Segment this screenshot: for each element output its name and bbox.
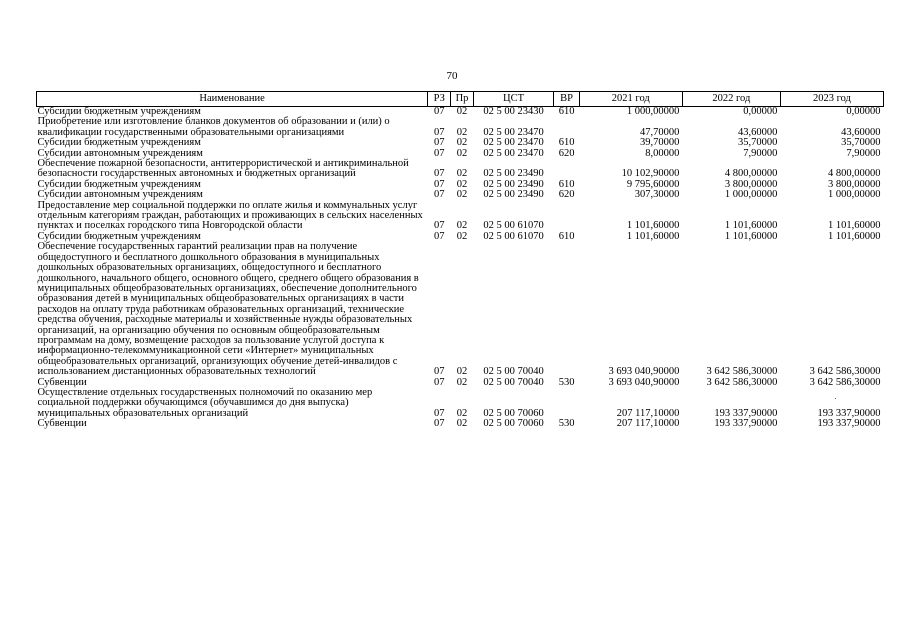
cell-vr xyxy=(554,201,579,232)
cell-pr: 02 xyxy=(456,418,468,430)
cell-rz: 07 xyxy=(434,230,445,242)
cell-2021: 1 101,60000 xyxy=(626,220,680,232)
cell-cst: 02 5 00 70060 xyxy=(483,418,544,430)
cell-pr: 02 xyxy=(456,126,468,138)
table-row xyxy=(37,419,884,429)
col-header-pr: Пр xyxy=(451,92,473,107)
cell-2022: 35,70000 xyxy=(737,137,778,149)
cell-cst: 02 5 00 70040 xyxy=(483,376,544,388)
cell-vr: 620 xyxy=(558,147,575,159)
cell-rz: 07 xyxy=(434,366,445,378)
cell-vr: 610 xyxy=(558,106,575,117)
col-header-name: Наименование xyxy=(37,92,428,107)
budget-table xyxy=(36,91,884,430)
cell-cst: 02 5 00 70060 xyxy=(483,407,544,419)
cell-2022: 3 800,00000 xyxy=(724,178,778,190)
cell-vr xyxy=(554,388,579,419)
cell-name: Субсидии бюджетным учреждениям xyxy=(37,137,201,149)
cell-2021: 10 102,90000 xyxy=(621,168,680,180)
cell-2022: 4 800,00000 xyxy=(724,168,778,180)
cell-rz: 07 xyxy=(434,376,445,388)
cell-2023: 3 642 586,30000 xyxy=(809,366,881,378)
col-header-2022: 2022 год xyxy=(682,92,780,107)
cell-vr xyxy=(554,159,579,180)
cell-2023: 193 337,90000 xyxy=(817,418,881,430)
table-row xyxy=(37,159,884,180)
cell-rz: 07 xyxy=(434,137,445,149)
cell-2021: 8,00000 xyxy=(645,147,680,159)
cell-pr: 02 xyxy=(456,376,468,388)
cell-vr xyxy=(554,117,579,138)
cell-2022: 43,60000 xyxy=(737,126,778,138)
cell-2022: 0,00000 xyxy=(743,106,778,117)
cell-pr: 02 xyxy=(456,178,468,190)
cell-2022: 1 000,00000 xyxy=(724,189,778,201)
cell-cst: 02 5 00 61070 xyxy=(483,230,544,242)
cell-rz: 07 xyxy=(434,126,445,138)
cell-rz: 07 xyxy=(434,168,445,180)
cell-name: Субвенции xyxy=(37,376,87,388)
cell-pr: 02 xyxy=(456,407,468,419)
cell-vr: 530 xyxy=(558,418,575,430)
cell-cst: 02 5 00 23430 xyxy=(483,106,544,117)
cell-rz: 07 xyxy=(434,220,445,232)
cell-2023: 3 800,00000 xyxy=(828,178,881,190)
cell-2022: 7,90000 xyxy=(743,147,778,159)
cell-2023: 35,70000 xyxy=(841,137,881,149)
col-header-vr: ВР xyxy=(554,92,579,107)
cell-2022: 193 337,90000 xyxy=(714,407,778,419)
cell-cst: 02 5 00 23490 xyxy=(483,178,544,190)
cell-2022: 3 642 586,30000 xyxy=(706,376,778,388)
table-row xyxy=(37,388,884,419)
cell-2021: 3 693 040,90000 xyxy=(608,366,680,378)
table-body xyxy=(37,107,884,430)
cell-pr: 02 xyxy=(456,168,468,180)
cell-rz: 07 xyxy=(434,106,445,117)
cell-2021: 207 117,10000 xyxy=(616,418,680,430)
cell-2021: 9 795,60000 xyxy=(626,178,680,190)
cell-2021: 1 101,60000 xyxy=(626,230,680,242)
cell-2021: 207 117,10000 xyxy=(616,407,680,419)
cell-pr: 02 xyxy=(456,230,468,242)
scan-speck xyxy=(835,398,836,399)
cell-rz: 07 xyxy=(434,189,445,201)
cell-vr: 610 xyxy=(558,230,575,242)
cell-name: Субсидии автономным учреждениям xyxy=(37,189,203,201)
cell-pr: 02 xyxy=(456,147,468,159)
table-row xyxy=(37,117,884,138)
cell-2023: 0,00000 xyxy=(846,106,881,117)
cell-pr: 02 xyxy=(456,220,468,232)
cell-2022: 193 337,90000 xyxy=(714,418,778,430)
cell-name: Осуществление отдельных государственных полномочий по оказанию мер социальной поддержки обучающимся (обучавшимся до дня выпуска) муниципальных образовательных организаций xyxy=(37,386,373,419)
cell-pr: 02 xyxy=(456,106,468,117)
cell-cst: 02 5 00 23470 xyxy=(483,126,544,138)
cell-2023: 193 337,90000 xyxy=(817,407,881,419)
cell-2021: 47,70000 xyxy=(639,126,680,138)
cell-rz: 07 xyxy=(434,147,445,159)
cell-2021: 307,30000 xyxy=(634,189,680,201)
cell-2023: 43,60000 xyxy=(841,126,881,138)
cell-rz: 07 xyxy=(434,418,445,430)
cell-2023: 1 000,00000 xyxy=(828,189,881,201)
cell-name: Субсидии автономным учреждениям xyxy=(37,147,203,159)
cell-name: Приобретение или изготовление бланков документов об образовании и (или) о квалификации государственными образовательными организациями xyxy=(37,116,390,138)
cell-2021: 1 000,00000 xyxy=(626,106,680,117)
cell-vr: 610 xyxy=(558,178,575,190)
cell-vr xyxy=(554,242,579,377)
cell-name: Субсидии бюджетным учреждениям xyxy=(37,178,201,190)
cell-2021: 39,70000 xyxy=(639,137,680,149)
cell-name: Обеспечение пожарной безопасности, антитеррористической и антикриминальной безопасности государственных автономных и бюджетных организаций xyxy=(37,158,409,180)
cell-2021: 3 693 040,90000 xyxy=(608,376,680,388)
page-number: 70 xyxy=(446,70,458,82)
col-header-cst: ЦСТ xyxy=(473,92,554,107)
cell-cst: 02 5 00 23470 xyxy=(483,147,544,159)
cell-vr: 620 xyxy=(558,189,575,201)
table-row xyxy=(37,201,884,232)
col-header-2023: 2023 год xyxy=(780,92,883,107)
cell-2023: 3 642 586,30000 xyxy=(809,376,881,388)
cell-name: Предоставление мер социальной поддержки по оплате жилья и коммунальных услуг отдельным категориям граждан, работающих и проживающих в сельских населенных пунктах и поселках городского типа Новгородской области xyxy=(37,199,423,232)
cell-rz: 07 xyxy=(434,178,445,190)
cell-vr: 610 xyxy=(558,137,575,149)
cell-2023: 1 101,60000 xyxy=(828,220,881,232)
cell-cst: 02 5 00 23490 xyxy=(483,189,544,201)
cell-rz: 07 xyxy=(434,407,445,419)
table-header-row xyxy=(37,92,884,107)
col-header-rz: РЗ xyxy=(428,92,451,107)
cell-cst: 02 5 00 23470 xyxy=(483,137,544,149)
cell-2022: 1 101,60000 xyxy=(724,220,778,232)
cell-2022: 3 642 586,30000 xyxy=(706,366,778,378)
cell-pr: 02 xyxy=(456,189,468,201)
col-header-2021: 2021 год xyxy=(579,92,682,107)
cell-pr: 02 xyxy=(456,137,468,149)
cell-cst: 02 5 00 23490 xyxy=(483,168,544,180)
table-row xyxy=(37,242,884,377)
cell-vr: 530 xyxy=(558,376,575,388)
cell-2022: 1 101,60000 xyxy=(724,230,778,242)
cell-cst: 02 5 00 70040 xyxy=(483,366,544,378)
cell-name: Обеспечение государственных гарантий реализации прав на получение общедоступного и бесплатного дошкольного образования в муниципальных дошкольных образовательных организациях, общедоступного и бесплатного дошкольного, начального общего, основного общего, среднего общего образования в муниципальных общеобразовательных организациях, обеспечение дополнительного образования детей в муниципальных общеобразовательных организациях в части расходов на оплату труда работникам образовательных организаций, технические средства обучения, расходные материалы и хозяйственные нужды образовательных организаций, на организацию обучения по основным общеобразовательным программам на дому, возмещение расходов за пользование услугой доступа к информационно-телекоммуникационной сети «Интернет» муниципальных общеобразовательных организаций, организующих обучение детей-инвалидов с использованием дистанционных образовательных технологий xyxy=(37,241,419,378)
cell-2023: 4 800,00000 xyxy=(828,168,881,180)
cell-name: Субвенции xyxy=(37,418,87,430)
cell-name: Субсидии бюджетным учреждениям xyxy=(37,230,201,242)
cell-cst: 02 5 00 61070 xyxy=(483,220,544,232)
cell-2023: 1 101,60000 xyxy=(828,230,881,242)
cell-name: Субсидии бюджетным учреждениям xyxy=(37,106,201,117)
cell-2023: 7,90000 xyxy=(846,147,881,159)
cell-pr: 02 xyxy=(456,366,468,378)
